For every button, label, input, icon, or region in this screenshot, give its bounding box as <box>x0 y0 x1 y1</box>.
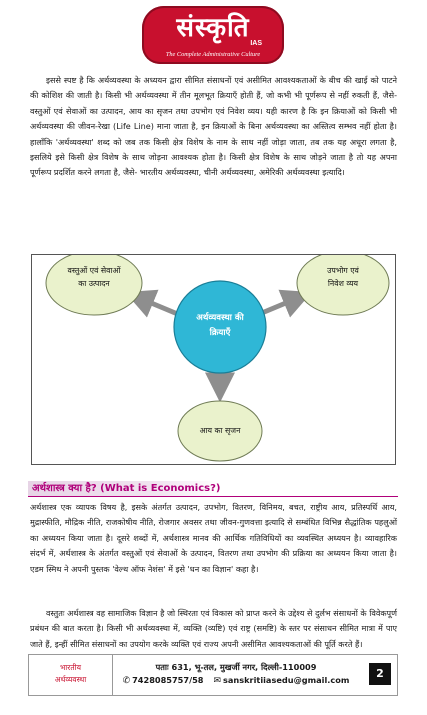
footer-subject-line2: अर्थव्यवस्था <box>54 675 87 684</box>
paragraph-economics-definition: अर्थशास्त्र एक व्यापक विषय है, इसके अंतर्गत उत्पादन, उपभोग, वितरण, विनिमय, बचत, राष्ट्रीय आय, प्रतिस्पर्धि आय, मुद्रास्फीति, मौद्रिक नीति, राजकोषीय नीति, रोजगार अवसर तथा जीवन-गुणवत्ता इत्यादि से सम्बंधित विभिन्न सैद्धांतिक पहलुओं का अध्ययन किया जाता है। दूसरे शब्दों में, अर्थशास्त्र मानव की आर्थिक गतिविधियों का व्यवस्थित अध्ययन है। व्यावहारिक संदर्भ में, अर्थशास्त्र के अंतर्गत वस्तुओं एवं सेवाओं के उत्पादन, वितरण तथा उपभोग की प्रक्रिया का अध्ययन किया जाता है। एडम स्मिथ ने अपनी पुस्तक 'वेल्थ ऑफ नेशंस' में इसे 'धन का विज्ञान' कहा है। <box>30 502 397 574</box>
page-footer <box>28 654 398 696</box>
section-heading <box>28 479 398 497</box>
footer-subject-line1: भारतीय <box>59 663 82 672</box>
node-bottom-label: आय का सृजन <box>199 426 241 435</box>
node-left-line1: वस्तुओं एवं सेवाओं <box>67 266 121 275</box>
heading-text <box>32 481 220 496</box>
heading-english: (What is Economics?) <box>100 483 221 494</box>
phone-icon: ✆ <box>122 676 131 686</box>
brand-logo <box>142 6 284 64</box>
economy-activities-diagram <box>31 254 396 465</box>
heading-hindi: अर्थशास्त्र क्या है? <box>32 483 97 494</box>
footer-phone-number: 7428085757/58 <box>132 675 204 685</box>
page-number: 2 <box>369 663 391 685</box>
arrow-to-left-node <box>132 295 180 315</box>
node-right-line2: निवेश व्यय <box>327 279 359 288</box>
heading-underline <box>28 496 398 497</box>
logo-suffix: IAS <box>250 40 262 47</box>
logo-name: संस्कृति <box>176 13 250 43</box>
node-right-line1: उपभोग एवं <box>327 266 359 275</box>
paragraph-economics-scope: वस्तुतः अर्थशास्त्र वह सामाजिक विज्ञान है जो स्थिरता एवं विकास को प्राप्त करने के उद्देश्य से दुर्लभ संसाधनों के विवेकपूर्ण प्रबंधन की बात करता है। किसी भी अर्थव्यवस्था में, व्यक्ति (व्यष्टि) एवं राष्ट्र (समष्टि) के स्तर पर संसाधन सीमित मात्रा में पाए जाते हैं, इन्हीं सीमित संसाधनों का उपयोग करके व्यक्ति एवं राज्य अपनी असीमित आवश्यकताओं की पूर्ति करते हैं। <box>30 608 397 649</box>
node-left-label <box>46 264 142 290</box>
node-center-line1: अर्थव्यवस्था की <box>196 313 244 323</box>
footer-subject <box>29 655 113 695</box>
footer-contact-row <box>113 674 359 688</box>
paragraph-intro: इससे स्पष्ट है कि अर्थव्यवस्था के अध्ययन द्वारा सीमित संसाधनों एवं असीमित आवश्यकताओं के बीच की खाई को पाटने की कोशिश की जाती है। किसी भी अर्थव्यवस्था में तीन मूलभूत क्रियाएँ होती हैं, जो कभी भी पूर्णरूप से नहीं रुकती हैं, जैसे- वस्तुओं एवं सेवाओं का उत्पादन, आय का सृजन तथा उपभोग एवं निवेश व्यय। यही कारण है कि इन क्रियाओं को किसी भी अर्थव्यवस्था की जीवन-रेखा (Life Line) माना जाता है, इन क्रियाओं के बिना अर्थव्यवस्था का अस्तित्व सम्भव नहीं होता है। हालाँकि 'अर्थव्यवस्था' शब्द को जब तक किसी क्षेत्र विशेष के नाम के साथ नहीं जोड़ा जाता, तब तक यह अधूरा लगता है, इसलिये इसे किसी क्षेत्र विशेष के साथ जोड़ना आवश्यक होता है। किसी क्षेत्र विशेष के साथ जोड़ने जाता है तो यह अपना पूर्णरूप प्रदर्शित करने लगता है, जैसे- भारतीय अर्थव्यवस्था, चीनी अर्थव्यवस्था, अमेरिकी अर्थव्यवस्था इत्यादि। <box>30 75 397 178</box>
node-center-label <box>174 311 266 341</box>
footer-phone <box>123 674 204 688</box>
footer-email-address: sanskritiiasedu@gmail.com <box>223 675 350 685</box>
logo-tagline: The Complete Administrative Culture <box>165 51 261 58</box>
node-center-line2: क्रियाएँ <box>209 328 231 338</box>
node-left-line2: का उत्पादन <box>78 279 110 288</box>
envelope-icon: ✉ <box>213 676 222 686</box>
footer-address: पताः 631, भू-तल, मुखर्जी नगर, दिल्ली-110009 <box>155 662 317 672</box>
node-right-label <box>297 264 389 290</box>
footer-contact-block <box>113 655 359 695</box>
footer-email <box>213 674 349 688</box>
